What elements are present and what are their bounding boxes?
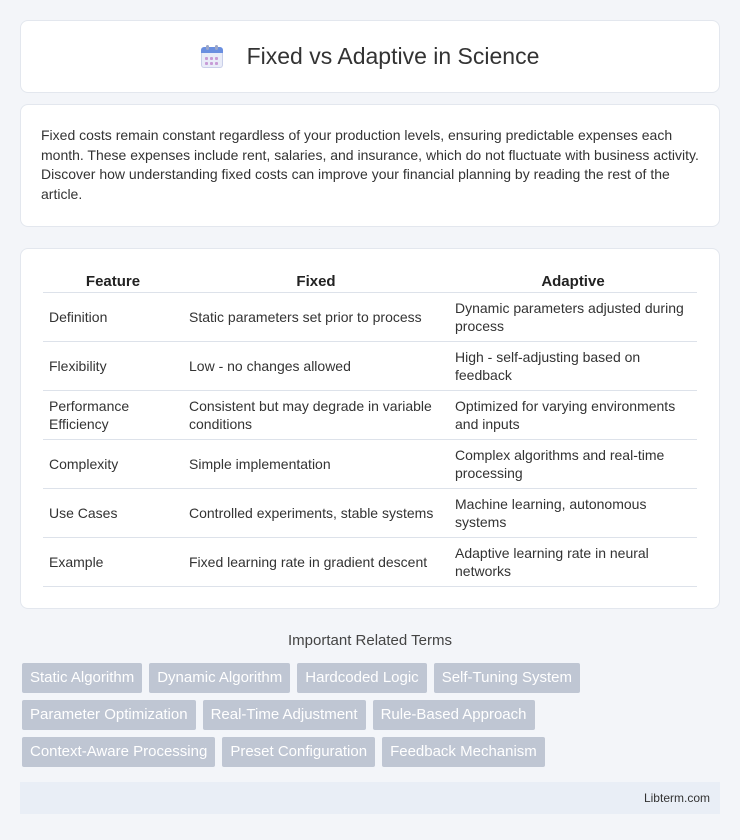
related-terms-list bbox=[22, 663, 718, 767]
cell-adaptive: High - self-adjusting based on feedback bbox=[449, 342, 697, 391]
table-header-row bbox=[43, 271, 697, 293]
cell-feature: Performance Efficiency bbox=[43, 391, 183, 440]
cell-adaptive: Complex algorithms and real-time processing bbox=[449, 440, 697, 489]
cell-fixed: Fixed learning rate in gradient descent bbox=[183, 538, 449, 587]
intro-text: Fixed costs remain constant regardless of your production levels, ensuring predictable expenses each month. These expenses include rent, salaries, and insurance, which do not fluctuate with business activity. Discover how understanding fixed costs can improve your financial planning by reading the rest of the article. bbox=[41, 127, 699, 202]
related-terms-title: Important Related Terms bbox=[288, 632, 452, 649]
table-row bbox=[43, 489, 697, 538]
related-term-tag[interactable]: Self-Tuning System bbox=[434, 663, 580, 693]
cell-fixed: Static parameters set prior to process bbox=[183, 293, 449, 342]
cell-feature: Definition bbox=[43, 293, 183, 342]
related-term-tag[interactable]: Rule-Based Approach bbox=[373, 700, 535, 730]
related-term-tag[interactable]: Feedback Mechanism bbox=[382, 737, 545, 767]
intro-card bbox=[20, 104, 720, 227]
related-term-tag[interactable]: Parameter Optimization bbox=[22, 700, 196, 730]
comparison-table-card bbox=[20, 248, 720, 609]
cell-adaptive: Dynamic parameters adjusted during process bbox=[449, 293, 697, 342]
footer bbox=[20, 782, 720, 814]
cell-fixed: Low - no changes allowed bbox=[183, 342, 449, 391]
table-row bbox=[43, 293, 697, 342]
related-term-tag[interactable]: Dynamic Algorithm bbox=[149, 663, 290, 693]
cell-adaptive: Machine learning, autonomous systems bbox=[449, 489, 697, 538]
cell-fixed: Controlled experiments, stable systems bbox=[183, 489, 449, 538]
header-adaptive: Adaptive bbox=[449, 271, 697, 293]
related-term-tag[interactable]: Hardcoded Logic bbox=[297, 663, 426, 693]
related-term-tag[interactable]: Static Algorithm bbox=[22, 663, 142, 693]
cell-fixed: Consistent but may degrade in variable conditions bbox=[183, 391, 449, 440]
cell-feature: Complexity bbox=[43, 440, 183, 489]
header-feature: Feature bbox=[43, 271, 183, 293]
title-card bbox=[20, 20, 720, 93]
related-term-tag[interactable]: Context-Aware Processing bbox=[22, 737, 215, 767]
table-row bbox=[43, 440, 697, 489]
header-fixed: Fixed bbox=[183, 271, 449, 293]
cell-feature: Flexibility bbox=[43, 342, 183, 391]
footer-site[interactable]: Libterm.com bbox=[643, 791, 710, 805]
related-term-tag[interactable]: Real-Time Adjustment bbox=[203, 700, 366, 730]
table-row bbox=[43, 391, 697, 440]
cell-feature: Example bbox=[43, 538, 183, 587]
cell-feature: Use Cases bbox=[43, 489, 183, 538]
cell-adaptive: Adaptive learning rate in neural networks bbox=[449, 538, 697, 587]
table-row bbox=[43, 342, 697, 391]
cell-fixed: Simple implementation bbox=[183, 440, 449, 489]
table-row bbox=[43, 538, 697, 587]
calendar-icon bbox=[201, 45, 223, 69]
cell-adaptive: Optimized for varying environments and inputs bbox=[449, 391, 697, 440]
page-title: Fixed vs Adaptive in Science bbox=[246, 43, 540, 69]
comparison-table bbox=[43, 271, 697, 587]
related-term-tag[interactable]: Preset Configuration bbox=[222, 737, 375, 767]
